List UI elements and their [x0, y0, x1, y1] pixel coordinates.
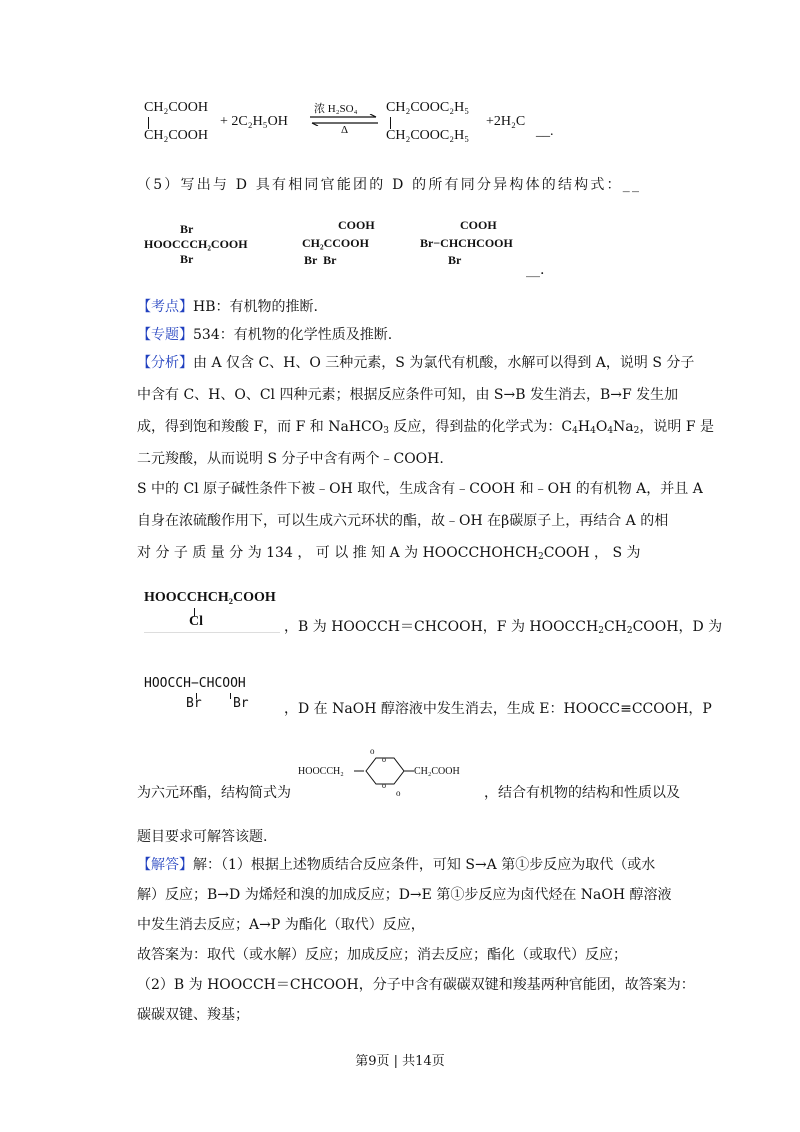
- s-structure-top: HOOCCHCH₂COOH: [144, 590, 276, 605]
- fenxi-line-5: S 中的 Cl 原子碱性条件下被﹣OH 取代，生成含有﹣COOH 和﹣OH 的有机物 A，并且 A: [137, 481, 703, 497]
- circled-one-icon: ①: [450, 887, 465, 903]
- zhuanti-tag: 【专题】: [137, 327, 193, 343]
- d-structure-bot: Br Br: [186, 696, 249, 711]
- isomer-1-top: Br: [180, 222, 194, 236]
- fenxi-tag: 【分析】: [137, 355, 193, 371]
- isomer-3-bot: Br: [448, 253, 462, 267]
- fenxi-line-6: 自身在浓硫酸作用下，可以生成六元环状的酯，故﹣OH 在β碳原子上，再结合 A 的相: [137, 513, 669, 529]
- fenxi-line-4: 二元羧酸，从而说明 S 分子中含有两个﹣COOH.: [137, 451, 444, 467]
- circled-one-icon: ①: [515, 857, 530, 873]
- jieda-l1b: 步反应为取代（或水: [529, 857, 656, 873]
- fenxi-l3k: ，说明 F 是: [639, 419, 715, 435]
- jieda-line-6: 碳碳双键、羧基；: [137, 1007, 249, 1023]
- fenxi-l7a: 对 分 子 质 量 分 为 134 ， 可 以 推 知 A 为 HOOCCHOHCH: [137, 545, 538, 561]
- kaodian-line: [137, 296, 318, 316]
- fenxi-l3g: O: [595, 419, 608, 435]
- fenxi-l3a: 成，得到饱和羧酸 F，而 F 和 NaHCO: [137, 419, 384, 435]
- b-line-c: CH: [603, 619, 627, 635]
- fenxi-l3j: 2: [633, 426, 640, 436]
- reactant-top: CH₂COOH: [144, 100, 208, 115]
- b-line-d: 2: [626, 626, 633, 636]
- jieda-line-2: [137, 884, 672, 904]
- fenxi-l3b: 3: [383, 426, 389, 436]
- isomer-2-mid: CH₂CCOOH: [302, 236, 369, 250]
- plus-water: +2H₂C: [486, 114, 526, 129]
- isomer-3-mid: Br−CHCHCOOH: [420, 236, 513, 250]
- reaction-equation: [144, 100, 564, 150]
- jieda-line-5: （2）B 为 HOOCCH＝CHCOOH，分子中含有碳碳双键和羧基两种官能团，故答案为：: [137, 977, 695, 993]
- d-structure-top: HOOCCH−CHCOOH: [144, 676, 246, 691]
- condition-top: 浓 H₂SO₄: [314, 103, 358, 115]
- isomer-3-top: COOH: [460, 218, 497, 232]
- p-structure: [298, 742, 478, 798]
- svg-text:o: o: [382, 781, 386, 790]
- reactant-bot: CH₂COOH: [144, 128, 208, 143]
- p-structure-right: CH₂COOH: [414, 766, 460, 777]
- b-line-b: 2: [598, 626, 604, 636]
- fenxi-line-2: 中含有 C、H、O、Cl 四种元素；根据反应条件可知，由 S→B 发生消去，B→F 发生加: [137, 387, 679, 403]
- isomer-2-bot: Br Br: [304, 253, 337, 267]
- p-line-3: 题目要求可解答该题.: [137, 829, 268, 845]
- jieda-l2b: 步反应为卤代烃在 NaOH 醇溶液: [464, 887, 672, 903]
- fenxi-l3f: 4: [590, 426, 596, 436]
- jieda-line-1: [137, 854, 655, 874]
- svg-text:o: o: [382, 755, 386, 764]
- fenxi-line-3: [137, 416, 714, 436]
- d-structure: [144, 676, 284, 720]
- jieda-l2a: 解）反应；B→D 为烯烃和溴的加成反应；D→E 第: [137, 887, 451, 903]
- p-line-2: ，结合有机物的结构和性质以及: [484, 785, 680, 801]
- page-footer: 第9页 | 共14页: [355, 1054, 445, 1069]
- fenxi-text-1: 由 A 仅含 C、H、O 三种元素，S 为氯代有机酸，水解可以得到 A，说明 S 分子: [193, 355, 695, 371]
- s-structure-bot: Cl: [189, 614, 203, 629]
- fenxi-l3c: 反应，得到盐的化学式为：C: [388, 419, 573, 435]
- fenxi-l7b: 2: [538, 552, 544, 562]
- product-bot: CH₂COOC₂H₅: [386, 128, 470, 143]
- q5-tail: __.: [526, 262, 545, 278]
- product-top: CH₂COOC₂H₅: [386, 100, 470, 115]
- d-line: ，D 在 NaOH 醇溶液中发生消去，生成 E：HOOCC≡CCOOH，P: [284, 701, 712, 717]
- fenxi-l3h: 4: [607, 426, 614, 436]
- isomer-2: [302, 218, 402, 272]
- condition-bot: Δ: [341, 124, 349, 136]
- jieda-tag: 【解答】: [137, 857, 193, 873]
- jieda-line-3: 中发生消去反应；A→P 为酯化（取代）反应，: [137, 917, 425, 933]
- b-line-e: COOH，D 为: [632, 619, 723, 635]
- fenxi-line-1: [137, 352, 694, 372]
- svg-text:o: o: [370, 746, 375, 756]
- b-line-a: ，B 为 HOOCCH＝CHCOOH，F 为 HOOCCH: [284, 619, 599, 635]
- svg-text:o: o: [396, 788, 401, 798]
- isomer-1: [144, 222, 274, 272]
- s-structure-underline: [144, 632, 280, 633]
- b-line: [284, 616, 722, 636]
- kaodian-tag: 【考点】: [137, 299, 193, 315]
- zhuanti-line: [137, 324, 392, 344]
- fenxi-line-7: [137, 542, 641, 562]
- isomer-1-mid: HOOCCCH₂COOH: [144, 237, 248, 251]
- jieda-line-4: 故答案为：取代（或水解）反应；加成反应；消去反应；酯化（或取代）反应；: [137, 947, 627, 963]
- fenxi-l3e: H: [577, 419, 591, 435]
- isomer-1-bot: Br: [180, 252, 194, 266]
- fenxi-l7c: COOH ， S 为: [543, 545, 641, 561]
- jieda-l1a: 解：（1）根据上述物质结合反应条件，可知 S→A 第: [193, 857, 516, 873]
- isomer-2-top: COOH: [338, 218, 375, 232]
- zhuanti-text: 534：有机物的化学性质及推断.: [193, 327, 393, 343]
- s-structure: [144, 590, 284, 634]
- p-line-1: 为六元环酯，结构简式为: [137, 785, 291, 801]
- fenxi-l3d: 4: [572, 426, 578, 436]
- reaction-tail: __.: [536, 124, 554, 139]
- kaodian-text: HB：有机物的推断.: [193, 299, 318, 315]
- q5-question: （5）写出与 D 具有相同官能团的 D 的所有同分异构体的结构式：__: [137, 177, 642, 193]
- plus-ethanol: + 2C₂H₅OH: [220, 114, 288, 129]
- p-structure-left: HOOCCH₂: [298, 766, 344, 777]
- fenxi-l3i: Na: [613, 419, 634, 435]
